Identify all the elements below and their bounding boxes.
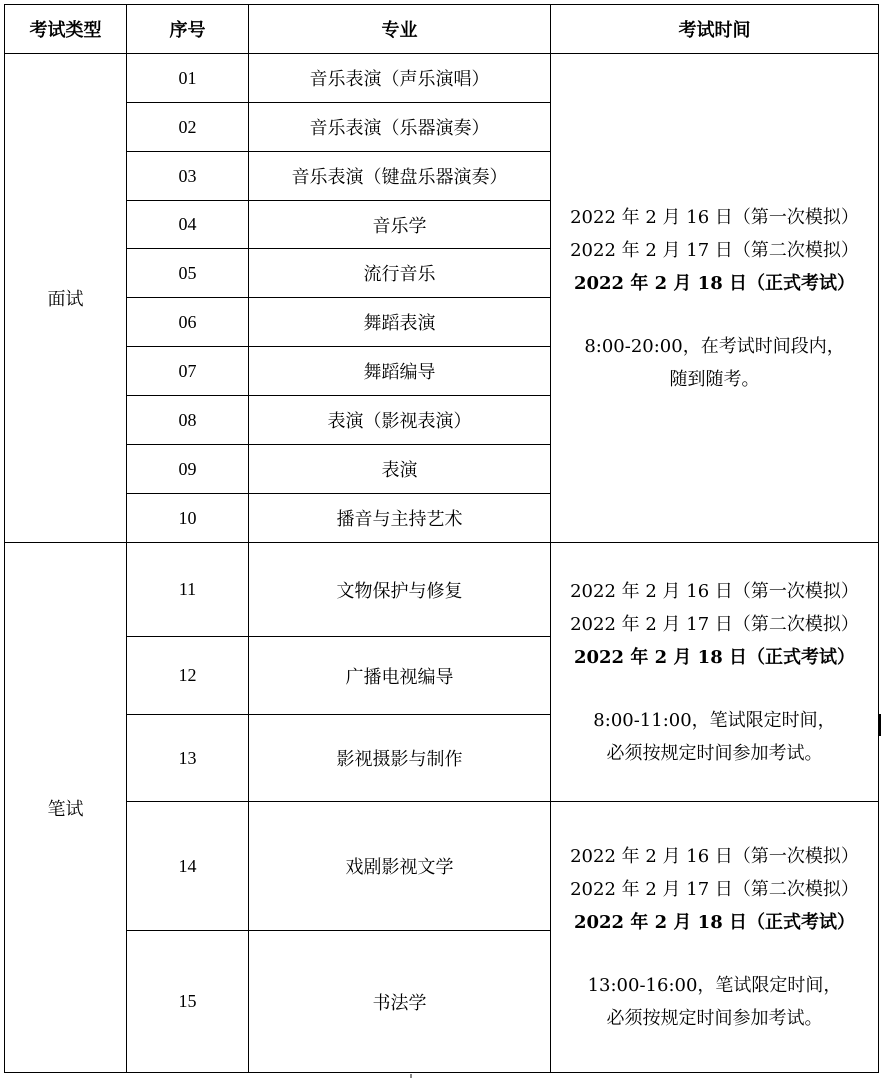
- row-major: 音乐学: [249, 201, 551, 249]
- header-exam-time: 考试时间: [551, 5, 879, 54]
- header-major: 专业: [249, 5, 551, 54]
- row-number: 15: [127, 931, 249, 1073]
- header-row: [5, 5, 879, 54]
- time-note2: 必须按规定时间参加考试。: [606, 742, 823, 764]
- row-major: 舞蹈编导: [249, 347, 551, 396]
- exam-type-interview: 面试: [5, 54, 127, 543]
- time-mock2: 2022 年 2 月 17 日（第二次模拟）: [570, 239, 859, 261]
- interview-time-cell: [551, 54, 879, 543]
- row-number: 01: [127, 54, 249, 103]
- text-cursor: [879, 714, 881, 736]
- row-number: 04: [127, 201, 249, 249]
- row-major: 音乐表演（乐器演奏）: [249, 103, 551, 152]
- time-mock1: 2022 年 2 月 16 日（第一次模拟）: [570, 580, 859, 602]
- time-mock1: 2022 年 2 月 16 日（第一次模拟）: [570, 206, 859, 228]
- row-number: 02: [127, 103, 249, 152]
- time-note1: 8:00-11:00，笔试限定时间，: [593, 709, 836, 731]
- time-mock2: 2022 年 2 月 17 日（第二次模拟）: [570, 613, 859, 635]
- time-formal: 2022 年 2 月 18 日（正式考试）: [573, 646, 855, 668]
- row-major: 流行音乐: [249, 249, 551, 298]
- row-number: 08: [127, 396, 249, 445]
- row-major: 影视摄影与制作: [249, 715, 551, 802]
- row-number: 11: [127, 543, 249, 637]
- row-major: 播音与主持艺术: [249, 494, 551, 543]
- row-number: 05: [127, 249, 249, 298]
- row-major: 舞蹈表演: [249, 298, 551, 347]
- row-number: 03: [127, 152, 249, 201]
- row-number: 12: [127, 637, 249, 715]
- time-note2: 必须按规定时间参加考试。: [606, 1007, 823, 1029]
- exam-schedule-table: [4, 4, 879, 1073]
- header-number: 序号: [127, 5, 249, 54]
- row-number: 09: [127, 445, 249, 494]
- row-number: 14: [127, 802, 249, 931]
- row-major: 书法学: [249, 931, 551, 1073]
- row-number: 10: [127, 494, 249, 543]
- time-mock2: 2022 年 2 月 17 日（第二次模拟）: [570, 878, 859, 900]
- written-time-cell-afternoon: [551, 802, 879, 1073]
- time-formal: 2022 年 2 月 18 日（正式考试）: [573, 272, 855, 294]
- row-major: 音乐表演（声乐演唱）: [249, 54, 551, 103]
- row-major: 文物保护与修复: [249, 543, 551, 637]
- time-note1: 13:00-16:00，笔试限定时间，: [587, 974, 842, 996]
- row-major: 音乐表演（键盘乐器演奏）: [249, 152, 551, 201]
- exam-type-written: 笔试: [5, 543, 127, 1073]
- row-number: 07: [127, 347, 249, 396]
- row-major: 表演（影视表演）: [249, 396, 551, 445]
- header-exam-type: 考试类型: [5, 5, 127, 54]
- time-note2: 随到随考。: [669, 368, 760, 390]
- row-major: 表演: [249, 445, 551, 494]
- table-row: [5, 543, 879, 637]
- row-major: 戏剧影视文学: [249, 802, 551, 931]
- time-formal: 2022 年 2 月 18 日（正式考试）: [573, 911, 855, 933]
- table-row: [5, 54, 879, 103]
- time-note1: 8:00-20:00，在考试时间段内，: [584, 335, 845, 357]
- row-number: 13: [127, 715, 249, 802]
- row-major: 广播电视编导: [249, 637, 551, 715]
- time-mock1: 2022 年 2 月 16 日（第一次模拟）: [570, 845, 859, 867]
- written-time-cell-morning: [551, 543, 879, 802]
- row-number: 06: [127, 298, 249, 347]
- page-mark: [410, 1074, 412, 1078]
- table-row: [5, 802, 879, 931]
